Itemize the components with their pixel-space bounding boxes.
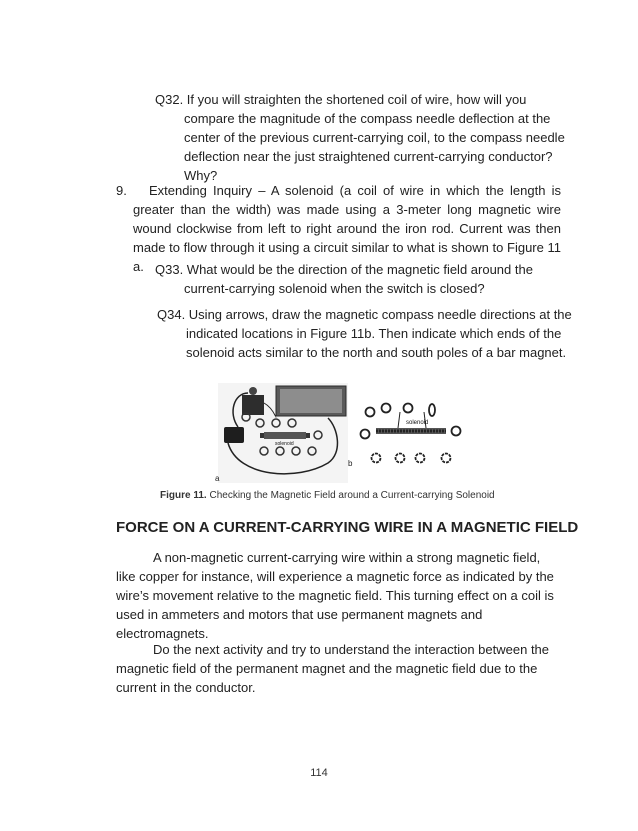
page-number: 114 (310, 767, 328, 779)
figure-11b-diagram (352, 400, 464, 476)
question-q33: Q33. What would be the direction of the magnetic field around the current-carrying solenoid when the switch is closed? (155, 262, 533, 296)
list-number: 9. (116, 183, 127, 198)
figure-caption (160, 490, 495, 501)
paragraph-1: A non-magnetic current-carrying wire within a strong magnetic field, like copper for instance, will experience a magnetic force as indicated by the wire’s movement relative to the magnetic field. This turning effect on a coil is used in ammeters and motors that use permanent magnets and electromagnets. (116, 550, 554, 641)
solenoid-label-a: solenoid (275, 441, 294, 447)
figure-11a-photo (218, 383, 348, 483)
solenoid-label-b: solenoid (406, 420, 429, 426)
question-q34: Q34. Using arrows, draw the magnetic compass needle directions at the indicated locations in Figure 11b. Then indicate which ends of the solenoid acts similar to the north and south poles of a bar magnet. (157, 307, 572, 360)
caption-text: Checking the Magnetic Field around a Current-carrying Solenoid (209, 490, 495, 501)
figure-label-a: a (215, 474, 220, 483)
figure-label-b: b (348, 459, 353, 468)
question-q32: Q32. If you will straighten the shortened coil of wire, how will you compare the magnitude of the compass needle deflection at the center of the previous current-carrying coil, to the compass needle deflection near the just straightened current-carrying conductor? Why? (155, 92, 565, 183)
caption-label: Figure 11. (160, 490, 207, 501)
paragraph-2: Do the next activity and try to understand the interaction between the magnetic field of the permanent magnet and the magnetic field due to the current in the conductor. (116, 642, 550, 695)
list-item-text: Extending Inquiry – A solenoid (a coil of wire in which the length is greater than the width) was made using a 3-meter long magnetic wire wound clockwise from left to right around the iron rod. Current was then made to flow through it using a circuit similar to what is shown to Figure 11 a. (133, 183, 561, 274)
section-heading: FORCE ON A CURRENT-CARRYING WIRE IN A MAGNETIC FIELD (116, 519, 579, 536)
